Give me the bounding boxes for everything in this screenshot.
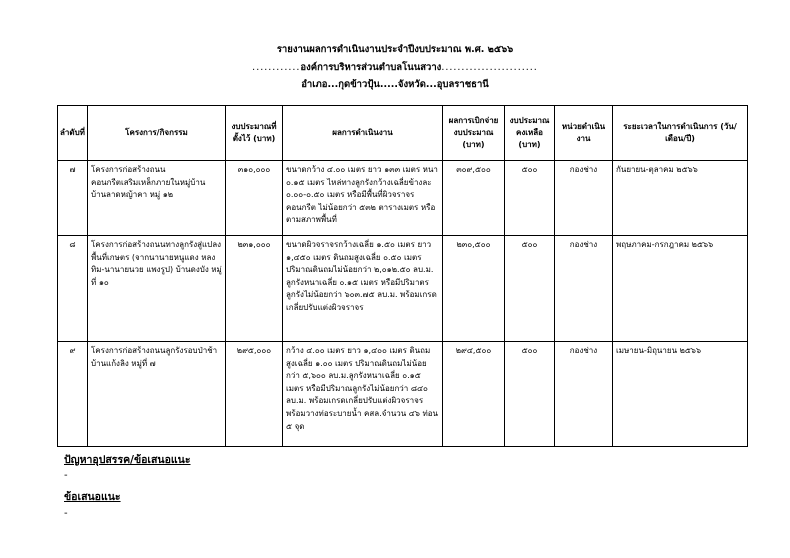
col-header-budget: งบประมาณที่ตั้งไว้ (บาท)	[226, 106, 283, 161]
cell-result	[283, 161, 443, 236]
col-header-unit: หน่วยดำเนินงาน	[555, 106, 613, 161]
organization-line	[0, 60, 790, 75]
cell-project: โครงการก่อสร้างถนนคอนกรีตเสริมเหล็กภายในหมู่บ้าน บ้านลาดหญ้าคา หมู่ ๑๒	[88, 161, 226, 236]
cell-unit: กองช่าง	[555, 236, 613, 342]
cell-remain: ๕๐๐	[505, 161, 555, 236]
suggestions-heading: ข้อเสนอแนะ	[64, 491, 121, 503]
cell-project: โครงการก่อสร้างถนนทางลูกรังสู่แปลงพื้นที่เกษตร (จากนานายหนูแดง หลงทิม-นานายนวย แพงรูป) บ้านดงบัง หมู่ที่ ๑๐	[88, 236, 226, 342]
table-row	[58, 342, 748, 447]
org-dots-left: ............	[252, 62, 301, 73]
cell-spent: ๒๙๔,๕๐๐	[443, 342, 505, 447]
location-line: อำเภอ...กุดข้าวปุ้น.....จังหวัด...อุบลราชธานี	[301, 79, 489, 90]
table-row	[58, 236, 748, 342]
col-header-period: ระยะเวลาในการดำเนินการ (วัน/เดือน/ปี)	[613, 106, 748, 161]
col-header-remain: งบประมาณคงเหลือ (บาท)	[505, 106, 555, 161]
organization-name: องค์การบริหารส่วนตำบลโนนสวาง	[300, 62, 442, 73]
results-table	[57, 105, 748, 447]
org-dots-right: ........................	[441, 62, 538, 73]
col-header-spent: ผลการเบิกจ่ายงบประมาณ (บาท)	[443, 106, 505, 161]
cell-period: พฤษภาคม-กรกฎาคม ๒๕๖๖	[613, 236, 748, 342]
col-header-project: โครงการ/กิจกรรม	[88, 106, 226, 161]
cell-no: ๗	[58, 161, 88, 236]
suggestions-value: -	[64, 508, 68, 519]
cell-result: ขนาดผิวจราจรกว้างเฉลี่ย ๑.๕๐ เมตร ยาว ๑,๔๕๐ เมตร ดินถมสูงเฉลี่ย ๐.๕๐ เมตร ปริมาณดินถมไม่น้อยกว่า ๒,๐๑๒.๕๐ ลบ.ม. ลูกรังหนาเฉลี่ย ๐.๑๕ เมตร หรือมีปริมาตรลูกรังไม่น้อยกว่า ๖๐๓.๗๕ ลบ.ม. พร้อมเกรดเกลี่ยปรับแต่งผิวจราจร	[283, 236, 443, 342]
cell-project: โครงการก่อสร้างถนนลูกรังรอบป่าช้าบ้านแก้งลิง หมู่ที่ ๗	[88, 342, 226, 447]
cell-no: ๘	[58, 236, 88, 342]
problems-heading: ปัญหาอุปสรรค/ข้อเสนอแนะ	[64, 454, 191, 466]
cell-spent: ๒๓๐,๕๐๐	[443, 236, 505, 342]
cell-period: เมษายน-มิถุนายน ๒๕๖๖	[613, 342, 748, 447]
col-header-result: ผลการดำเนินงาน	[283, 106, 443, 161]
cell-unit: กองช่าง	[555, 342, 613, 447]
cell-remain: ๕๐๐	[505, 342, 555, 447]
cell-budget: ๒๙๕,๐๐๐	[226, 342, 283, 447]
table-header-row	[58, 106, 748, 161]
cell-spent: ๓๐๙,๕๐๐	[443, 161, 505, 236]
problems-value: -	[64, 470, 68, 481]
cell-remain: ๕๐๐	[505, 236, 555, 342]
cell-no: ๙	[58, 342, 88, 447]
cell-budget: ๓๑๐,๐๐๐	[226, 161, 283, 236]
cell-result: กว้าง ๔.๐๐ เมตร ยาว ๑,๔๐๐ เมตร ดินถมสูงเฉลี่ย ๑.๐๐ เมตร ปริมาณดินถมไม่น้อยกว่า ๕,๖๐๐ ลบ.ม.ลูกรังหนาเฉลี่ย ๐.๑๕ เมตร หรือมีปริมาณลูกรังไม่น้อยกว่า ๘๔๐ ลบ.ม. พร้อมเกรดเกลี่ยปรับแต่งผิวจราจร พร้อมวางท่อระบายน้ำ คสล.จำนวน ๔๖ ท่อน ๕ จุด	[283, 342, 443, 447]
cell-period: กันยายน-ตุลาคม ๒๕๖๖	[613, 161, 748, 236]
col-header-no: ลำดับที่	[58, 106, 88, 161]
cell-unit: กองช่าง	[555, 161, 613, 236]
cell-budget: ๒๓๑,๐๐๐	[226, 236, 283, 342]
cell-result-text: ขนาดกว้าง ๔.๐๐ เมตร ยาว ๑๓๓ เมตร หนา ๐.๑๕ เมตร ไหล่ทางลูกรังกว้างเฉลี่ยข้างละ ๐.๐๐-๐.๕๐ เมตร หรือมีพื้นที่ผิวจราจรคอนกรีต ไม่น้อยกว่า ๕๓๒ ตารางเมตร หรือตามสภาพพื้นที่	[286, 165, 438, 225]
report-title: รายงานผลการดำเนินงานประจำปีงบประมาณ พ.ศ. ๒๕๖๖	[276, 44, 514, 55]
table-row	[58, 161, 748, 236]
